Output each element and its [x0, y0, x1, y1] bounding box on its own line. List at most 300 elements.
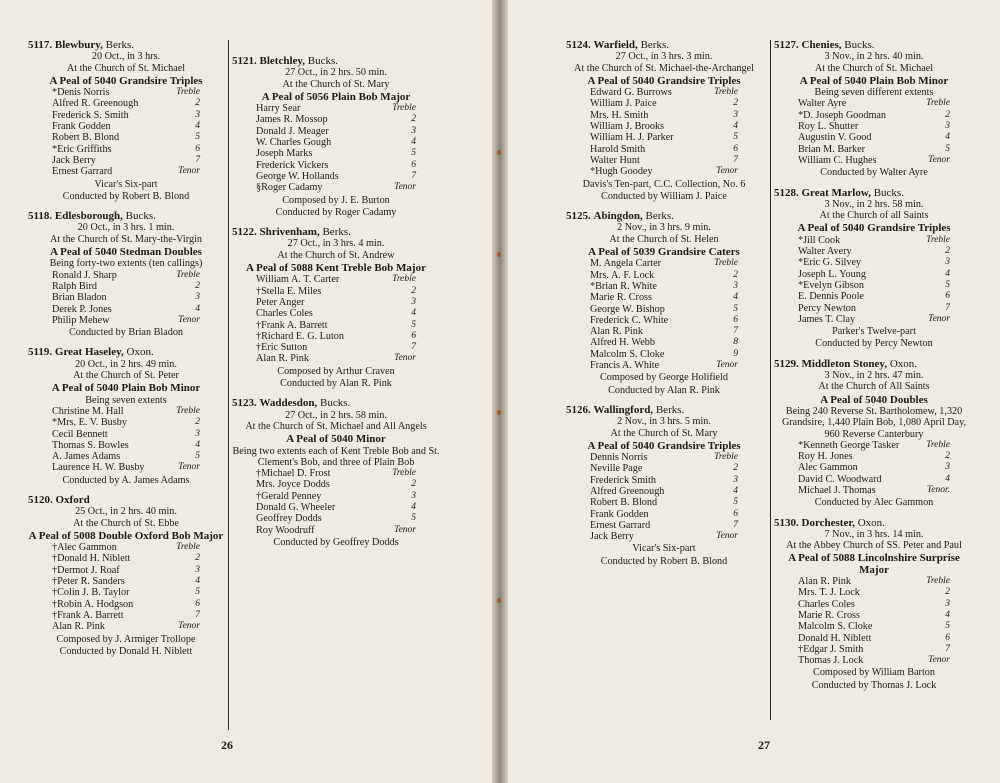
peal-place: Edlesborough,	[54, 210, 123, 223]
peal-venue: At the Church of St. Peter	[73, 370, 179, 382]
ringer-name: Roy Woodruff	[256, 524, 315, 536]
ringer-name: Michael J. Thomas	[798, 484, 876, 496]
left-page	[0, 0, 496, 783]
peal-county: Oxon.	[857, 516, 885, 529]
peal-footer-line: Conducted by Robert B. Blond	[600, 555, 728, 567]
peal-venue: At the Church of St. Andrew	[277, 249, 395, 261]
ringer-row	[566, 121, 762, 132]
ringer-name: W. Charles Gough	[256, 137, 332, 149]
ringer-row	[28, 451, 224, 462]
peal-record	[566, 405, 762, 567]
bell-position: 3	[733, 474, 738, 485]
bell-position: Treble	[714, 452, 738, 463]
bell-position: 5	[411, 148, 416, 159]
bell-position: 2	[945, 451, 950, 462]
ringer-row	[28, 542, 224, 553]
bell-position: 6	[733, 508, 738, 519]
ringer-row	[28, 132, 224, 143]
ringer-row	[28, 166, 224, 177]
ringer-name: Peter Anger	[256, 296, 305, 308]
peal-title: A Peal of 5008 Double Oxford Bob Major	[28, 529, 224, 542]
ringer-name: Marie R. Cross	[798, 609, 860, 621]
peal-footer-line: Davis's Ten-part, C.C. Collection, No. 6	[582, 178, 746, 190]
peal-record	[566, 211, 762, 396]
ringer-row	[566, 315, 762, 326]
peal-venue: At the Church of St. Michael-the-Archangel	[574, 62, 754, 74]
ringer-name: Geoffrey Dodds	[256, 513, 322, 525]
ringer-row	[774, 269, 974, 280]
peal-footer-line: Conducted by Percy Newton	[815, 338, 933, 350]
peal-place: Middleton Stoney,	[801, 357, 888, 370]
peal-date: 20 Oct., in 3 hrs.	[91, 51, 161, 63]
bell-position: Treble	[392, 274, 416, 285]
bell-position: 4	[733, 121, 738, 132]
ringer-name: George W. Bishop	[590, 303, 665, 315]
peal-footer-line: Conducted by A. James Adams	[62, 474, 190, 486]
peal-title: A Peal of 5040 Grandsire Triples	[587, 74, 741, 87]
ringer-row	[232, 468, 440, 479]
peal-county: Bucks.	[320, 397, 351, 410]
ringer-name: Jack Berry	[52, 154, 96, 166]
ringer-name: Walter Ayre	[798, 98, 847, 110]
ringer-row	[774, 121, 974, 132]
bell-position: 5	[945, 621, 950, 632]
peal-record	[28, 495, 224, 657]
peal-county: Berks.	[322, 226, 351, 239]
peal-title: A Peal of 5040 Plain Bob Minor	[799, 74, 949, 87]
ringer-name: Frederick Smith	[590, 474, 656, 486]
peal-venue: At the Church of St. Ebbe	[73, 517, 179, 529]
ringer-row	[774, 110, 974, 121]
bell-position: Treble	[392, 103, 416, 114]
ringer-name: Malcolm S. Cloke	[798, 621, 873, 633]
ringer-row	[232, 148, 440, 159]
peal-footer-line: Conducted by Donald H. Niblett	[59, 645, 193, 657]
ringer-name: Jack Berry	[590, 531, 634, 543]
peal-footer-line: Conducted by Thomas J. Lock	[811, 679, 937, 691]
peal-title: A Peal of 5056 Plain Bob Major	[261, 90, 411, 103]
bell-position: 5	[195, 451, 200, 462]
ringer-name: †Robin A. Hodgson	[52, 598, 134, 610]
peal-record	[774, 518, 974, 691]
ringer-row	[28, 87, 224, 98]
bell-position: 2	[195, 417, 200, 428]
ringer-row	[232, 274, 440, 285]
bell-position: 2	[945, 587, 950, 598]
ringer-name: Ernest Garrard	[52, 166, 113, 178]
ringer-row	[232, 331, 440, 342]
peal-footer-line: Conducted by William J. Paice	[601, 190, 727, 202]
ringer-row	[774, 257, 974, 268]
bell-position: 2	[195, 280, 200, 291]
ringer-row	[774, 655, 974, 666]
ringer-row	[232, 297, 440, 308]
ringer-row	[232, 353, 440, 364]
peal-footer-line: Composed by William Barton	[813, 667, 935, 679]
peal-venue: At the Church of St. Mary-the-Virgin	[50, 233, 202, 245]
ringer-row	[28, 462, 224, 473]
bell-position: 5	[945, 279, 950, 290]
ringer-name: A. James Adams	[52, 451, 121, 463]
ringer-row	[232, 114, 440, 125]
bell-position: Treble	[176, 269, 200, 280]
ringer-name: Frank Godden	[52, 121, 111, 133]
ringer-row	[28, 429, 224, 440]
peal-record	[232, 56, 440, 218]
ringer-name: Roy H. Jones	[798, 451, 853, 463]
bell-position: 7	[733, 519, 738, 530]
ringer-name: †Michael D. Frost	[256, 468, 331, 480]
ringer-name: Charles Coles	[798, 598, 855, 610]
peal-footer-line: Composed by J. E. Burton	[282, 194, 390, 206]
bell-position: 7	[411, 170, 416, 181]
ringer-row	[232, 286, 440, 297]
ringer-row	[28, 576, 224, 587]
peal-number: 5123.	[232, 397, 257, 410]
bell-position: 2	[411, 479, 416, 490]
ringer-name: William J. Paice	[590, 98, 657, 110]
ringer-name: *D. Joseph Goodman	[798, 109, 887, 121]
ringer-row	[28, 565, 224, 576]
bell-position: 4	[195, 576, 200, 587]
peal-place: Waddesdon,	[259, 397, 318, 410]
ringer-row	[566, 520, 762, 531]
column-divider	[770, 40, 771, 720]
ringer-name: Harry Sear	[256, 103, 301, 115]
column-2	[232, 56, 440, 557]
ringer-row	[774, 155, 974, 166]
peal-place: Dorchester,	[801, 516, 855, 529]
peal-header	[774, 359, 974, 370]
ringer-name: Walter Avery	[798, 246, 852, 258]
peal-date: 27 Oct., in 3 hrs. 4 min.	[287, 238, 385, 250]
ringer-row	[28, 270, 224, 281]
peal-title: A Peal of 5040 Grandsire Triples	[587, 439, 741, 452]
ringer-name: Alec Gammon	[798, 462, 858, 474]
peal-venue: At the Church of St. Mary	[610, 427, 718, 439]
bell-position: 4	[411, 137, 416, 148]
bell-position: 4	[195, 439, 200, 450]
peal-header	[28, 40, 224, 51]
column-3	[566, 40, 762, 576]
peal-venue: At the Church of St. Helen	[609, 233, 719, 245]
bell-position: 3	[411, 125, 416, 136]
bell-position: 4	[945, 473, 950, 484]
ringer-row	[566, 87, 762, 98]
ringer-name: E. Dennis Poole	[798, 291, 864, 303]
ringer-name: Frederick C. White	[590, 314, 669, 326]
ringer-row	[774, 599, 974, 610]
ringer-name: Brian M. Barker	[798, 143, 866, 155]
binding-stitch	[497, 252, 501, 257]
ringer-name: Thomas J. Lock	[798, 655, 864, 667]
ringer-name: William A. T. Carter	[256, 274, 340, 286]
peal-place: Great Marlow,	[801, 186, 871, 199]
bell-position: Tenor	[716, 360, 738, 371]
bell-position: Tenor	[928, 154, 950, 165]
bell-position: 4	[195, 121, 200, 132]
page-number-left: 26	[221, 738, 233, 752]
ringer-name: †Stella E. Miles	[256, 285, 322, 297]
ringer-row	[566, 166, 762, 177]
ringer-row	[232, 502, 440, 513]
bell-position: 2	[733, 98, 738, 109]
peal-venue: At the Church of All Saints	[818, 381, 930, 393]
ringer-row	[28, 281, 224, 292]
ringer-row	[566, 281, 762, 292]
ringer-row	[232, 525, 440, 536]
peal-place: Bletchley,	[259, 55, 306, 67]
peal-number: 5117.	[28, 39, 53, 51]
ringer-name: Christine M. Hall	[52, 405, 124, 417]
peal-date: 3 Nov., in 2 hrs. 40 min.	[824, 51, 924, 63]
ringer-row	[566, 155, 762, 166]
peal-header	[28, 347, 224, 358]
peal-county: Bucks.	[307, 55, 339, 67]
ringer-row	[566, 475, 762, 486]
ringer-name: Donald G. Wheeler	[256, 501, 336, 513]
bell-position: 4	[411, 501, 416, 512]
ringer-row	[28, 553, 224, 564]
peal-number: 5121.	[232, 55, 257, 67]
ringer-row	[566, 360, 762, 371]
peal-venue: At the Church of St. Michael	[66, 62, 186, 74]
bell-position: 6	[945, 291, 950, 302]
bell-position: 3	[195, 109, 200, 120]
peal-footer-line: Conducted by Alan R. Pink	[608, 384, 720, 396]
ringer-name: †Frank A. Barrett	[52, 609, 124, 621]
bell-position: Tenor	[394, 182, 416, 193]
peal-note: Being seven extents	[85, 394, 167, 406]
peal-title: A Peal of 5040 Doubles	[820, 393, 928, 406]
peal-number: 5130.	[774, 516, 799, 529]
peal-footer-line: Conducted by Geoffrey Dodds	[273, 536, 399, 548]
peal-note: Being forty-two extents (ten callings)	[49, 258, 203, 270]
binding-stitch	[497, 150, 501, 155]
bell-position: Tenor	[178, 462, 200, 473]
peal-date: 27 Oct., in 2 hrs. 58 min.	[285, 409, 387, 421]
peal-header	[774, 40, 974, 51]
bell-position: Treble	[926, 439, 950, 450]
ringer-name: Mrs. H. Smith	[590, 109, 649, 121]
peal-place: Warfield,	[593, 39, 638, 51]
ringer-name: Mrs. T. J. Lock	[798, 587, 860, 599]
peal-title: A Peal of 5040 Plain Bob Minor	[51, 382, 201, 395]
peal-number: 5126.	[566, 403, 591, 416]
ringer-row	[774, 235, 974, 246]
ringer-name: †Gerald Penney	[256, 490, 322, 502]
ringer-row	[232, 171, 440, 182]
peal-number: 5119.	[28, 346, 53, 359]
right-page	[504, 0, 1000, 783]
ringer-row	[566, 110, 762, 121]
peal-venue: At the Church of St. Michael	[814, 62, 934, 74]
ringer-row	[774, 485, 974, 496]
bell-position: Treble	[926, 576, 950, 587]
bell-position: 6	[945, 632, 950, 643]
bell-position: 6	[733, 314, 738, 325]
ringer-row	[774, 303, 974, 314]
ringer-row	[232, 137, 440, 148]
bell-position: 2	[733, 463, 738, 474]
ringer-row	[28, 110, 224, 121]
peal-footer-line: Conducted by Roger Cadamy	[275, 206, 397, 218]
ringer-name: Augustin V. Good	[798, 132, 872, 144]
ringer-name: William C. Hughes	[798, 154, 877, 166]
peal-footer-line: Vicar's Six-part	[632, 543, 696, 555]
ringer-row	[566, 304, 762, 315]
peal-header	[566, 40, 762, 51]
bell-position: 3	[195, 292, 200, 303]
column-4	[774, 40, 974, 700]
binding-stitch	[497, 598, 501, 603]
peal-footer-line: Parker's Twelve-part	[832, 326, 916, 338]
ringer-name: Derek P. Jones	[52, 303, 112, 315]
ringer-row	[28, 121, 224, 132]
peal-record	[28, 40, 224, 202]
bell-position: 3	[945, 257, 950, 268]
bell-position: 2	[195, 98, 200, 109]
ringer-name: Harold Smith	[590, 143, 646, 155]
ringer-row	[28, 304, 224, 315]
peal-title: A Peal of 5039 Grandsire Caters	[588, 246, 740, 259]
peal-county: Berks.	[105, 39, 135, 51]
bell-position: 8	[733, 337, 738, 348]
peal-venue: At the Church of St. Mary	[282, 78, 390, 90]
bell-position: 4	[195, 303, 200, 314]
ringer-name: Ralph Bird	[52, 280, 97, 292]
peal-county: Oxon.	[126, 346, 154, 359]
ringer-name: Laurence H. W. Busby	[52, 462, 145, 474]
peal-header	[566, 405, 762, 416]
ringer-name: Brian Bladon	[52, 292, 107, 304]
ringer-name: §Roger Cadamy	[256, 182, 323, 194]
ringer-row	[774, 144, 974, 155]
ringer-name: Alfred H. Webb	[590, 337, 655, 349]
bell-position: Tenor.	[926, 484, 950, 495]
peal-place: Oxford	[55, 493, 90, 506]
bell-position: 2	[945, 109, 950, 120]
bell-position: 7	[945, 643, 950, 654]
peal-record	[232, 398, 440, 548]
peal-date: 2 Nov., in 3 hrs. 5 min.	[617, 416, 711, 428]
bell-position: 5	[411, 513, 416, 524]
ringer-name: Marie R. Cross	[590, 292, 652, 304]
bell-position: 6	[411, 159, 416, 170]
peal-record	[28, 211, 224, 338]
peal-record	[28, 347, 224, 486]
ringer-row	[232, 103, 440, 114]
bell-position: 7	[195, 609, 200, 620]
ringer-row	[774, 451, 974, 462]
peal-record	[774, 359, 974, 509]
peal-header	[774, 518, 974, 529]
bell-position: Treble	[926, 98, 950, 109]
ringer-name: Alan R. Pink	[52, 621, 105, 633]
ringer-name: Joseph L. Young	[798, 268, 866, 280]
bell-position: 3	[733, 280, 738, 291]
peal-header	[774, 188, 974, 199]
peal-county: Berks.	[655, 403, 685, 416]
ringer-row	[232, 513, 440, 524]
ringer-name: Ernest Garrard	[590, 519, 651, 531]
ringer-name: Roy L. Shutter	[798, 121, 859, 133]
peal-date: 25 Oct., in 2 hrs. 40 min.	[75, 506, 177, 518]
bell-position: 5	[945, 143, 950, 154]
ringer-name: †Dermot J. Roaf	[52, 564, 120, 576]
ringer-row	[28, 315, 224, 326]
peal-county: Bucks.	[844, 39, 875, 51]
ringer-name: Mrs. Joyce Dodds	[256, 479, 330, 491]
peal-number: 5125.	[566, 210, 591, 223]
ringer-row	[774, 98, 974, 109]
ringer-name: Robert B. Blond	[590, 497, 658, 509]
peal-footer-line: Composed by Arthur Craven	[277, 365, 395, 377]
peal-note: Being two extents each of Kent Treble Bob and St. Clement's Bob, and three of Plain Bob	[232, 445, 440, 468]
ringer-name: *Hugh Goodey	[590, 166, 653, 178]
bell-position: Tenor	[394, 524, 416, 535]
peal-header	[566, 211, 762, 222]
bell-position: 2	[733, 269, 738, 280]
bell-position: 5	[733, 303, 738, 314]
bell-position: Treble	[714, 258, 738, 269]
peal-note: Being seven different extents	[814, 87, 934, 99]
ringer-row	[774, 474, 974, 485]
bell-position: Tenor	[716, 166, 738, 177]
peal-date: 27 Oct., in 3 hrs. 3 min.	[615, 51, 713, 63]
peal-number: 5129.	[774, 357, 799, 370]
ringer-name: †Peter R. Sanders	[52, 576, 125, 588]
ringer-row	[232, 342, 440, 353]
ringer-name: Frederick S. Smith	[52, 109, 129, 121]
bell-position: Treble	[926, 234, 950, 245]
ringer-row	[774, 587, 974, 598]
bell-position: 6	[195, 143, 200, 154]
bell-position: 3	[945, 462, 950, 473]
ringer-name: Edward G. Burrows	[590, 87, 672, 99]
ringer-row	[28, 144, 224, 155]
peal-number: 5122.	[232, 226, 257, 239]
bell-position: 3	[733, 109, 738, 120]
peal-footer-line: Conducted by Walter Ayre	[820, 167, 928, 179]
ringer-name: William J. Brooks	[590, 121, 665, 133]
peal-header	[28, 211, 224, 222]
ringer-name: †Colin J. B. Taylor	[52, 587, 130, 599]
peal-header	[28, 495, 224, 506]
ringer-row	[566, 349, 762, 360]
ringer-name: *Kenneth George Tasker	[798, 439, 900, 451]
ringer-name: James R. Mossop	[256, 114, 328, 126]
ringer-name: †Richard E. G. Luton	[256, 330, 344, 342]
ringer-row	[774, 576, 974, 587]
ringer-row	[566, 486, 762, 497]
ringer-name: †Edgar J. Smith	[798, 643, 864, 655]
peal-title: A Peal of 5088 Kent Treble Bob Major	[246, 262, 426, 275]
peal-title: A Peal of 5040 Minor	[286, 433, 386, 446]
bell-position: 2	[945, 246, 950, 257]
ringer-name: *Eric G. Silvey	[798, 257, 862, 269]
bell-position: 6	[195, 598, 200, 609]
peal-footer-line: Conducted by Brian Bladon	[68, 327, 184, 339]
ringer-row	[774, 440, 974, 451]
ringer-name: *Mrs. E. V. Busby	[52, 417, 127, 429]
ringer-name: *Eric Griffiths	[52, 143, 112, 155]
ringer-row	[566, 98, 762, 109]
ringer-row	[566, 531, 762, 542]
bell-position: 7	[411, 342, 416, 353]
ringer-row	[774, 633, 974, 644]
peal-footer-line: Conducted by Alec Gammon	[814, 497, 934, 509]
